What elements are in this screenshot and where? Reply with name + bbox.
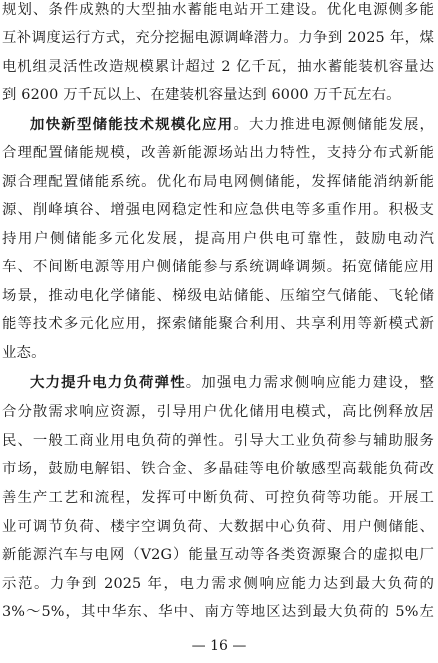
text-line: 电机组灵活性改造规模累计超过 2 亿千瓦，抽水蓄能装机容量达: [2, 59, 434, 75]
text-line: 民、一般工商业用电负荷的弹性。引导大工业负荷参与辅助服务: [2, 433, 434, 449]
text-line: 3%～5%，其中华东、华中、南方等地区达到最大负荷的 5%左: [2, 604, 434, 620]
paragraph-lead-load-elasticity: 大力提升电力负荷弹性: [30, 375, 186, 391]
text-line: 业态。: [2, 345, 46, 361]
paragraph-lead-rest: 。大力推进电源侧储能发展，: [233, 117, 434, 133]
paragraph-heading-line: [30, 373, 434, 393]
paragraph-heading-line: [30, 115, 434, 135]
text-line: 合理配置储能规模，改善新能源场站出力特性，支持分布式新能: [2, 145, 434, 161]
text-line: 新能源汽车与电网（V2G）能量互动等各类资源聚合的虚拟电厂: [2, 547, 434, 563]
text-line: 互补调度运行方式，充分挖掘电源调峰潜力。力争到 2025 年，煤: [2, 30, 434, 46]
text-line: 能等技术多元化应用，探索储能聚合利用、共享利用等新模式新: [2, 316, 434, 332]
text-line: 业可调节负荷、楼宇空调负荷、大数据中心负荷、用户侧储能、: [2, 519, 434, 535]
text-line: 示范。力争到 2025 年，电力需求侧响应能力达到最大负荷的: [2, 576, 434, 592]
text-line: 规划、条件成熟的大型抽水蓄能电站开工建设。优化电源侧多能: [2, 2, 434, 18]
text-line: 场景，推动电化学储能、梯级电站储能、压缩空气储能、飞轮储: [2, 288, 434, 304]
text-line: 合分散需求响应资源，引导用户优化储用电模式，高比例释放居: [2, 404, 434, 420]
text-line: 源合理配置储能系统。优化布局电网侧储能，发挥储能消纳新能: [2, 174, 434, 190]
page-number: — 16 —: [191, 638, 247, 654]
text-line: 车、不间断电源等用户侧储能参与系统调峰调频。拓宽储能应用: [2, 259, 434, 275]
text-line: 源、削峰填谷、增强电网稳定性和应急供电等多重作用。积极支: [2, 202, 434, 218]
text-line: 善生产工艺和流程，发挥可中断负荷、可控负荷等功能。开展工: [2, 490, 434, 506]
text-line: 持用户侧储能多元化发展，提高用户供电可靠性，鼓励电动汽: [2, 231, 434, 247]
text-line: 市场，鼓励电解铝、铁合金、多晶硅等电价敏感型高载能负荷改: [2, 461, 434, 477]
paragraph-lead-rest: 。加强电力需求侧响应能力建设，整: [185, 375, 434, 391]
paragraph-lead-storage: 加快新型储能技术规模化应用: [30, 116, 234, 133]
text-line: 到 6200 万千瓦以上、在建装机容量达到 6000 万千瓦左右。: [2, 87, 401, 103]
